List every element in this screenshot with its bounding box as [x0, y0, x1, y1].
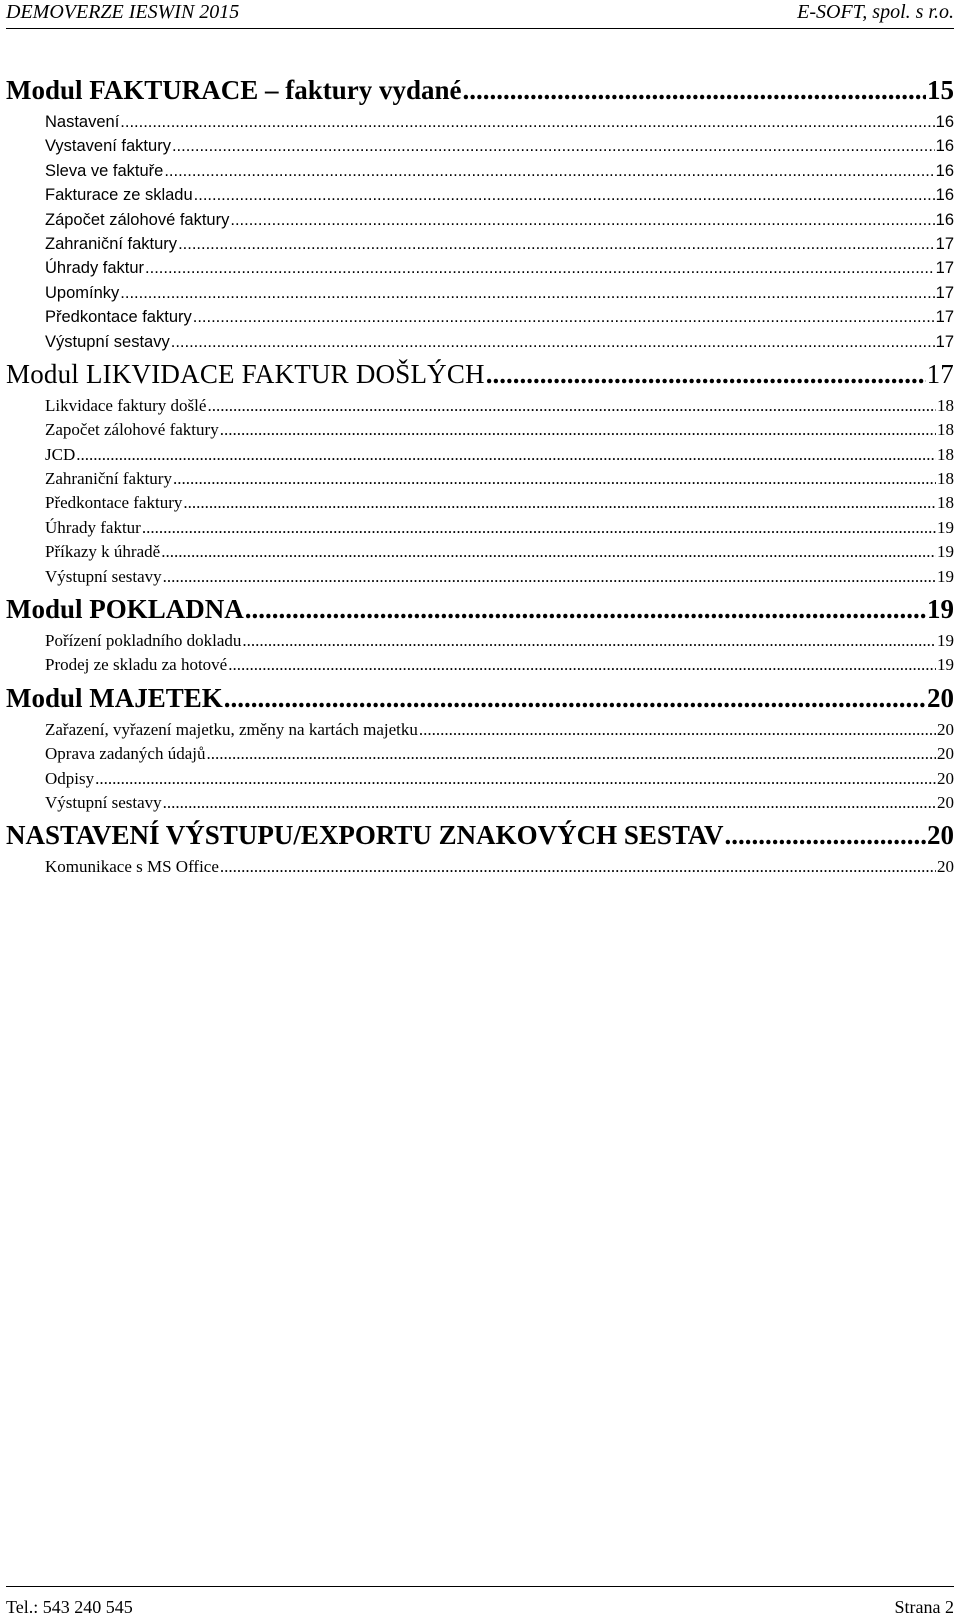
footer-page-number: Strana 2: [894, 1597, 954, 1617]
toc-leader-dots: [486, 354, 926, 394]
toc-leader-dots: [163, 565, 936, 589]
toc-entry-title: Likvidace faktury došlé: [45, 395, 207, 415]
toc-entry-page-number: 17: [926, 358, 954, 389]
toc-entry-title: Zahraniční faktury: [45, 469, 172, 489]
toc-entry-title: Výstupní sestavy: [45, 332, 170, 351]
toc-entry-page-number: 20: [937, 768, 954, 788]
toc-entry-title: Oprava zadaných údajů: [45, 744, 206, 764]
toc-entry-title: Výstupní sestavy: [45, 792, 162, 812]
toc-entry-title: Komunikace s MS Office: [45, 857, 219, 877]
toc-entry-page-number: 20: [937, 744, 954, 764]
header-company-name: E-SOFT, spol. s r.o.: [797, 1, 954, 23]
toc-leader-dots: [120, 281, 934, 305]
page-header: [6, 0, 954, 30]
toc-section-entry[interactable]: [6, 565, 954, 589]
toc-leader-dots: [164, 159, 934, 183]
toc-leader-dots: [145, 256, 935, 280]
toc-leader-dots: [242, 629, 936, 653]
toc-leader-dots: [224, 678, 926, 718]
toc-leader-dots: [120, 110, 934, 134]
toc-entry-page-number: 19: [937, 566, 954, 586]
toc-entry-page-number: 17: [935, 283, 954, 302]
toc-entry-title: Vystavení faktury: [45, 137, 171, 156]
toc-section-entry[interactable]: [6, 134, 954, 158]
table-of-contents: [6, 70, 954, 880]
toc-entry-title: JCD: [45, 444, 76, 464]
toc-section-entry[interactable]: [6, 791, 954, 815]
toc-entry-page-number: 19: [937, 517, 954, 537]
toc-leader-dots: [206, 742, 936, 766]
toc-entry-page-number: 16: [935, 161, 954, 180]
toc-entry-title: Úhrady faktur: [45, 517, 141, 537]
toc-chapter-entry[interactable]: [6, 354, 954, 394]
toc-entry-page-number: 20: [937, 719, 954, 739]
toc-leader-dots: [178, 232, 935, 256]
toc-leader-dots: [163, 791, 936, 815]
toc-section-entry[interactable]: [6, 443, 954, 467]
toc-section-entry[interactable]: [6, 540, 954, 564]
toc-leader-dots: [193, 305, 935, 329]
toc-entry-page-number: 17: [935, 308, 954, 327]
toc-entry-page-number: 20: [927, 820, 954, 851]
toc-entry-page-number: 18: [937, 444, 954, 464]
toc-entry-title: Započet zálohové faktury: [45, 420, 219, 440]
toc-entry-title: Modul POKLADNA: [6, 594, 244, 625]
toc-leader-dots: [419, 718, 936, 742]
toc-leader-dots: [173, 467, 936, 491]
toc-section-entry[interactable]: [6, 629, 954, 653]
toc-chapter-entry[interactable]: [6, 815, 954, 855]
toc-section-entry[interactable]: [6, 742, 954, 766]
toc-section-entry[interactable]: [6, 183, 954, 207]
toc-entry-title: Předkontace faktury: [45, 308, 192, 327]
toc-section-entry[interactable]: [6, 256, 954, 280]
toc-entry-page-number: 16: [935, 210, 954, 229]
header-divider: [6, 28, 954, 29]
toc-section-entry[interactable]: [6, 281, 954, 305]
toc-entry-page-number: 16: [935, 186, 954, 205]
toc-leader-dots: [245, 589, 926, 629]
toc-entry-page-number: 20: [937, 792, 954, 812]
toc-entry-title: Prodej ze skladu za hotové: [45, 655, 228, 675]
toc-section-entry[interactable]: [6, 516, 954, 540]
toc-leader-dots: [161, 540, 936, 564]
toc-entry-page-number: 17: [935, 332, 954, 351]
toc-entry-page-number: 20: [927, 682, 954, 713]
toc-section-entry[interactable]: [6, 305, 954, 329]
toc-leader-dots: [207, 394, 936, 418]
toc-entry-page-number: 16: [935, 137, 954, 156]
toc-section-entry[interactable]: [6, 110, 954, 134]
toc-entry-page-number: 17: [935, 259, 954, 278]
toc-entry-page-number: 18: [937, 469, 954, 489]
toc-entry-page-number: 15: [927, 75, 954, 105]
toc-entry-title: Odpisy: [45, 768, 95, 788]
toc-entry-title: Pořízení pokladního dokladu: [45, 631, 242, 651]
toc-entry-title: NASTAVENÍ VÝSTUPU/EXPORTU ZNAKOVÝCH SESTAV: [6, 820, 724, 851]
toc-leader-dots: [76, 443, 936, 467]
header-product-name: DEMOVERZE IESWIN 2015: [6, 1, 240, 23]
toc-entry-page-number: 18: [937, 493, 954, 513]
toc-entry-title: Modul FAKTURACE – faktury vydané: [6, 75, 462, 105]
toc-section-entry[interactable]: [6, 855, 954, 879]
toc-entry-title: Úhrady faktur: [45, 259, 145, 278]
toc-leader-dots: [194, 183, 935, 207]
toc-entry-page-number: 17: [935, 234, 954, 253]
toc-leader-dots: [172, 134, 935, 158]
toc-chapter-entry[interactable]: [6, 678, 954, 718]
toc-leader-dots: [228, 653, 936, 677]
toc-section-entry[interactable]: [6, 232, 954, 256]
toc-entry-page-number: 18: [937, 395, 954, 415]
toc-entry-title: Zápočet zálohové faktury: [45, 210, 230, 229]
toc-entry-title: Modul MAJETEK: [6, 682, 223, 713]
toc-entry-page-number: 16: [935, 113, 954, 131]
toc-entry-title: Výstupní sestavy: [45, 566, 162, 586]
toc-leader-dots: [95, 767, 936, 791]
toc-leader-dots: [171, 330, 935, 354]
toc-section-entry[interactable]: [6, 330, 954, 354]
toc-entry-title: Sleva ve faktuře: [45, 161, 164, 180]
toc-section-entry[interactable]: [6, 718, 954, 742]
toc-entry-page-number: 19: [927, 594, 954, 625]
toc-entry-page-number: 18: [937, 420, 954, 440]
toc-entry-title: Nastavení: [45, 113, 120, 131]
footer-divider: [6, 1586, 954, 1587]
toc-entry-title: Předkontace faktury: [45, 493, 183, 513]
toc-entry-page-number: 19: [937, 631, 954, 651]
toc-section-entry[interactable]: [6, 208, 954, 232]
toc-entry-title: Upomínky: [45, 283, 120, 302]
toc-leader-dots: [220, 418, 936, 442]
toc-entry-title: Zařazení, vyřazení majetku, změny na kartách majetku: [45, 719, 418, 739]
toc-entry-title: Modul LIKVIDACE FAKTUR DOŠLÝCH: [6, 358, 485, 389]
toc-leader-dots: [142, 516, 936, 540]
toc-chapter-entry[interactable]: [6, 589, 954, 629]
toc-leader-dots: [230, 208, 934, 232]
toc-entry-title: Fakturace ze skladu: [45, 186, 193, 205]
toc-section-entry[interactable]: [6, 491, 954, 515]
toc-leader-dots: [463, 70, 926, 110]
toc-leader-dots: [724, 815, 926, 855]
toc-section-entry[interactable]: [6, 653, 954, 677]
footer-phone: Tel.: 543 240 545: [6, 1597, 133, 1617]
toc-entry-page-number: 19: [937, 542, 954, 562]
toc-section-entry[interactable]: [6, 159, 954, 183]
toc-entry-page-number: 20: [937, 857, 954, 877]
page-footer: [6, 1590, 954, 1620]
toc-chapter-entry[interactable]: [6, 70, 954, 110]
toc-section-entry[interactable]: [6, 394, 954, 418]
toc-section-entry[interactable]: [6, 467, 954, 491]
toc-section-entry[interactable]: [6, 418, 954, 442]
toc-leader-dots: [183, 491, 936, 515]
toc-leader-dots: [220, 855, 936, 879]
toc-entry-page-number: 19: [937, 655, 954, 675]
toc-section-entry[interactable]: [6, 767, 954, 791]
toc-entry-title: Příkazy k úhradě: [45, 542, 161, 562]
toc-entry-title: Zahraniční faktury: [45, 234, 178, 253]
